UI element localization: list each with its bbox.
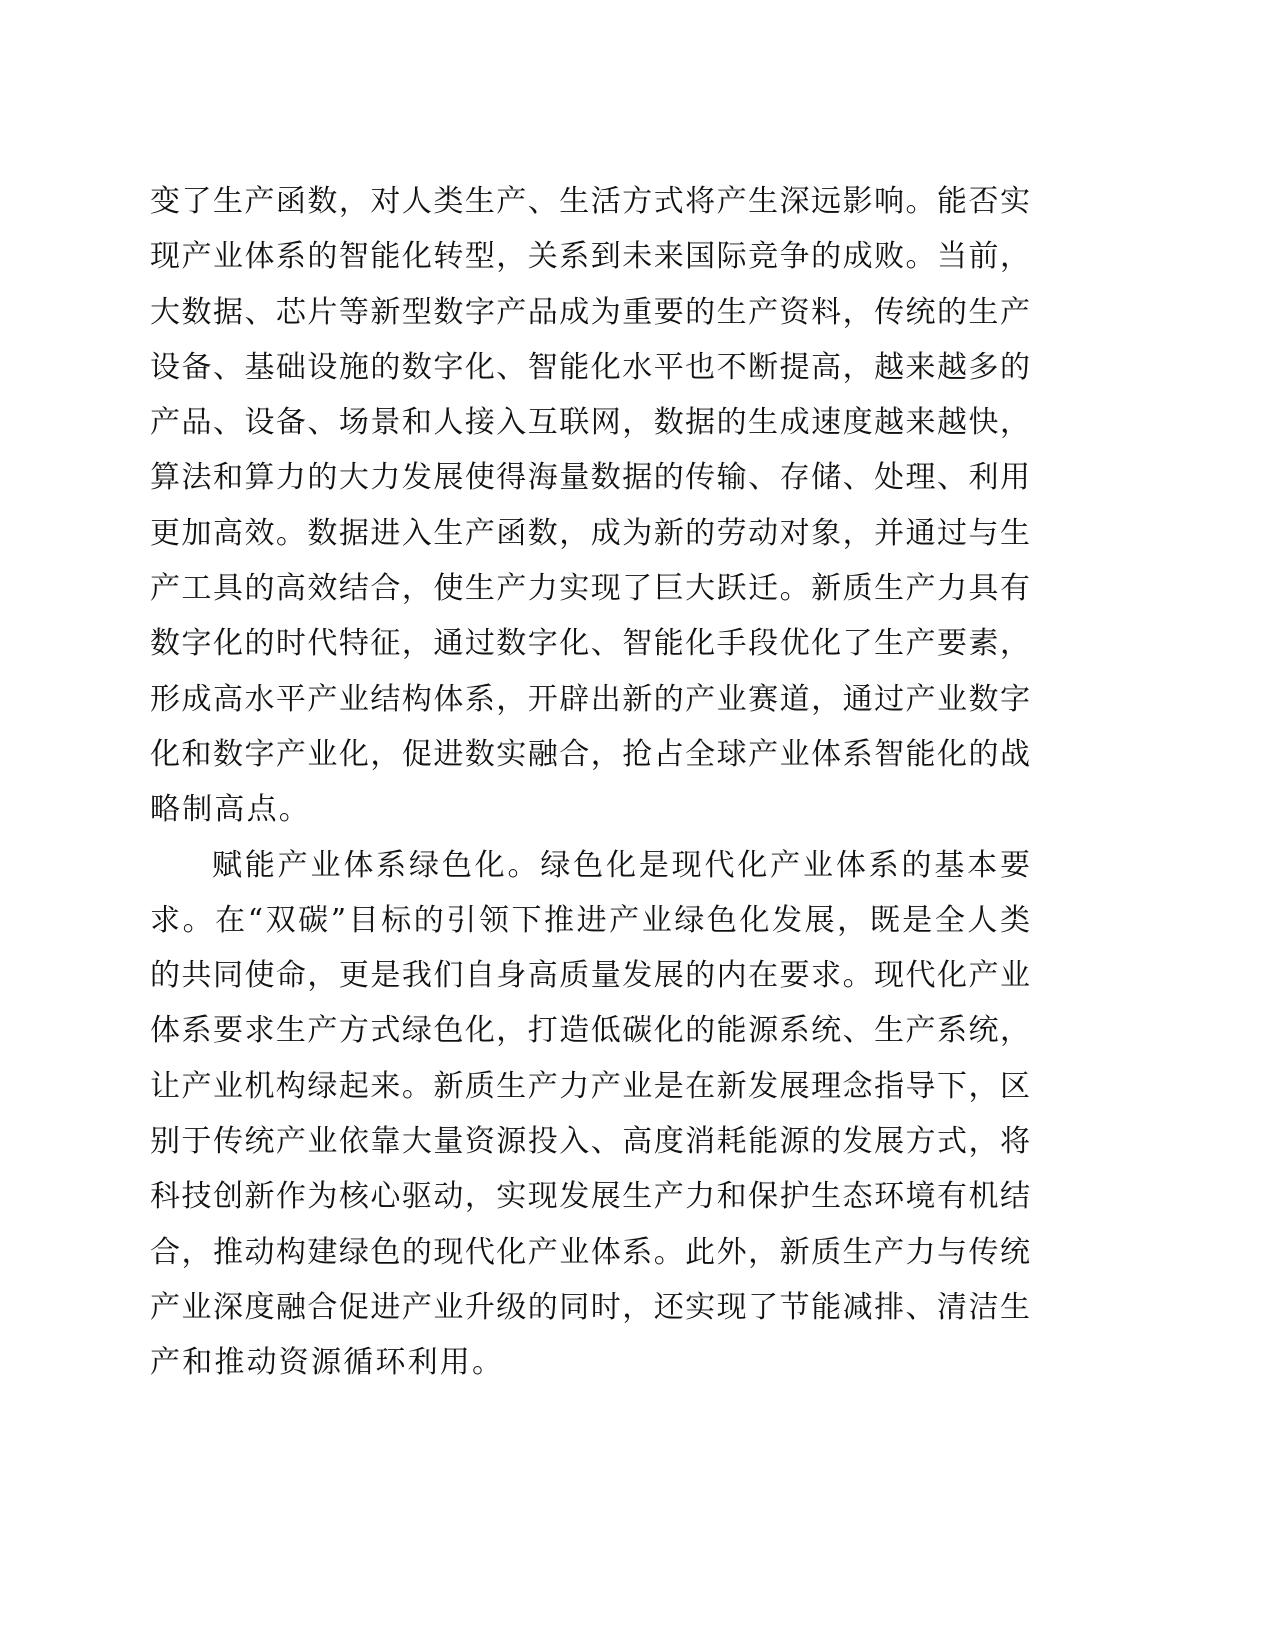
paragraph-green xyxy=(150,838,1030,1391)
text-line: 算法和算力的大力发展使得海量数据的传输、存储、处理、利用 xyxy=(150,460,1030,496)
text-line: 产品、设备、场景和人接入互联网，数据的生成速度越来越快， xyxy=(150,405,1030,441)
text-line: 的共同使命，更是我们自身高质量发展的内在要求。现代化产业 xyxy=(150,958,1030,994)
text-line: 合，推动构建绿色的现代化产业体系。此外，新质生产力与传统 xyxy=(150,1234,1030,1270)
text-line: 形成高水平产业结构体系，开辟出新的产业赛道，通过产业数字 xyxy=(150,681,1030,717)
text-line-last: 略制高点。 xyxy=(150,792,311,828)
text-line: 现产业体系的智能化转型，关系到未来国际竞争的成败。当前， xyxy=(150,239,1030,275)
text-line: 产业深度融合促进产业升级的同时，还实现了节能减排、清洁生 xyxy=(150,1289,1030,1325)
text-line: 求。在“双碳”目标的引领下推进产业绿色化发展，既是全人类 xyxy=(150,902,1030,938)
text-line: 更加高效。数据进入生产函数，成为新的劳动对象，并通过与生 xyxy=(150,515,1030,551)
text-line: 科技创新作为核心驱动，实现发展生产力和保护生态环境有机结 xyxy=(150,1179,1030,1215)
text-line: 体系要求生产方式绿色化，打造低碳化的能源系统、生产系统， xyxy=(150,1013,1030,1049)
text-line: 产工具的高效结合，使生产力实现了巨大跃迁。新质生产力具有 xyxy=(150,571,1030,607)
text-line: 让产业机构绿起来。新质生产力产业是在新发展理念指导下，区 xyxy=(150,1068,1030,1104)
text-line-first: 赋能产业体系绿色化。绿色化是现代化产业体系的基本要 xyxy=(212,847,1030,883)
text-line: 化和数字产业化，促进数实融合，抢占全球产业体系智能化的战 xyxy=(150,736,1030,772)
text-line: 别于传统产业依靠大量资源投入、高度消耗能源的发展方式，将 xyxy=(150,1124,1030,1160)
text-line: 大数据、芯片等新型数字产品成为重要的生产资料，传统的生产 xyxy=(150,294,1030,330)
text-line: 设备、基础设施的数字化、智能化水平也不断提高，越来越多的 xyxy=(150,349,1030,385)
text-line: 变了生产函数，对人类生产、生活方式将产生深远影响。能否实 xyxy=(150,184,1030,219)
body-text xyxy=(150,174,1030,1391)
text-line: 数字化的时代特征，通过数字化、智能化手段优化了生产要素， xyxy=(150,626,1030,662)
text-line-last: 产和推动资源循环利用。 xyxy=(150,1345,505,1381)
paragraph-digital xyxy=(150,174,1030,838)
